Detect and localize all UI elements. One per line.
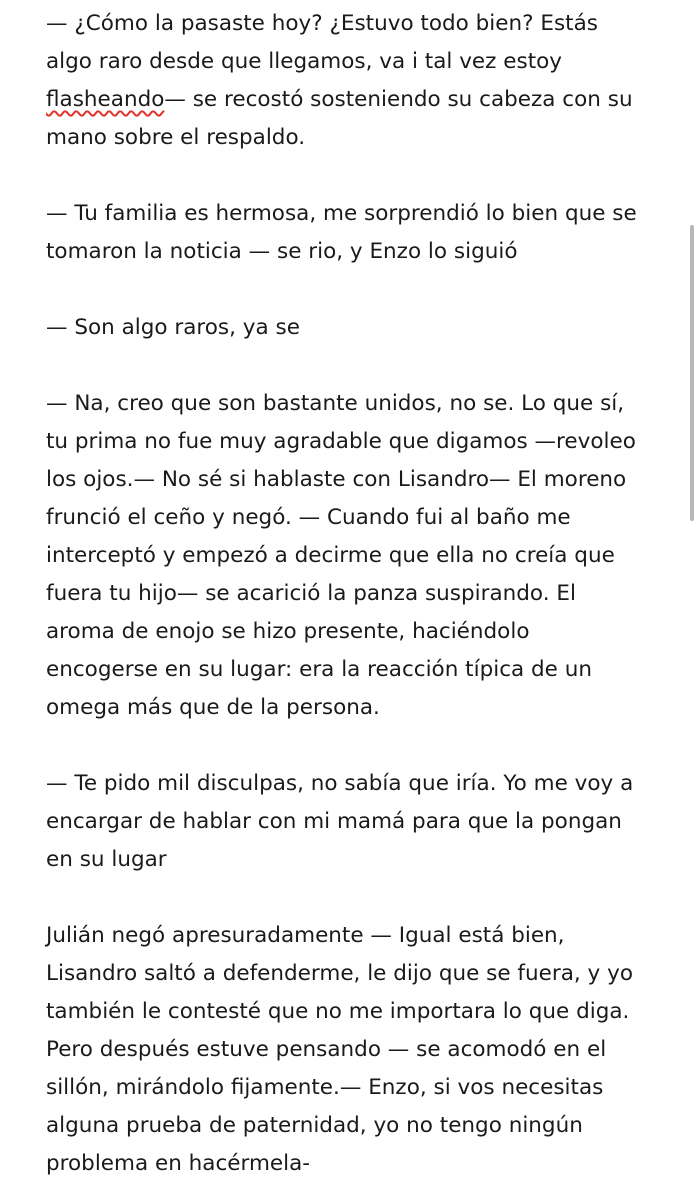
paragraph [46,309,676,347]
text-line: Lisandro saltó a defenderme, le dijo que se fuera, y yo [46,961,633,986]
text-line: omega más que de la persona. [46,695,380,720]
text-line: aroma de enojo se hizo presente, haciéndolo [46,619,530,644]
text-line: algo raro desde que llegamos, va i tal vez estoy [46,49,562,74]
text-line: los ojos.— No sé si hablaste con Lisandro— El moreno [46,467,627,492]
text-line: fuera tu hijo— se acarició la panza suspirando. El [46,581,576,606]
text-line: sillón, mirándolo fijamente.— Enzo, si vos necesitas [46,1075,604,1100]
paragraph [46,385,676,727]
paragraph [46,5,676,157]
paragraph [46,195,676,271]
text-line: — Son algo raros, ya se [46,315,300,340]
text-line: tomaron la noticia — se rio, y Enzo lo siguió [46,239,518,264]
text-line: en su lugar [46,847,167,872]
text-line: problema en hacérmela- [46,1151,311,1176]
text-line: Julián negó apresuradamente — Igual está bien, [46,923,565,948]
vertical-scrollbar[interactable] [690,225,694,521]
story-text [46,5,676,1183]
text-line: — ¿Cómo la pasaste hoy? ¿Estuvo todo bien? Estás [46,11,598,36]
paragraph [46,765,676,879]
text-line: mano sobre el respaldo. [46,125,306,150]
text-line: — Tu familia es hermosa, me sorprendió lo bien que se [46,201,637,226]
text-line: Pero después estuve pensando — se acomodó en el [46,1037,607,1062]
text-line: interceptó y empezó a decirme que ella no creía que [46,543,615,568]
text-line: frunció el ceño y negó. — Cuando fui al baño me [46,505,571,530]
spellcheck-flagged-word[interactable]: flasheando [46,87,165,112]
text-line: — Te pido mil disculpas, no sabía que iría. Yo me voy a [46,771,634,796]
text-line [46,81,676,119]
text-line: encogerse en su lugar: era la reacción típica de un [46,657,592,682]
text-line-rest: — se recostó sosteniendo su cabeza con su [164,87,633,112]
text-line: también le contesté que no me importara lo que diga. [46,999,630,1024]
paragraph [46,917,676,1183]
text-line: alguna prueba de paternidad, yo no tengo ningún [46,1113,583,1138]
text-line: — Na, creo que son bastante unidos, no se. Lo que sí, [46,391,625,416]
text-line: encargar de hablar con mi mamá para que la pongan [46,809,622,834]
text-line: tu prima no fue muy agradable que digamos —revoleo [46,429,636,454]
